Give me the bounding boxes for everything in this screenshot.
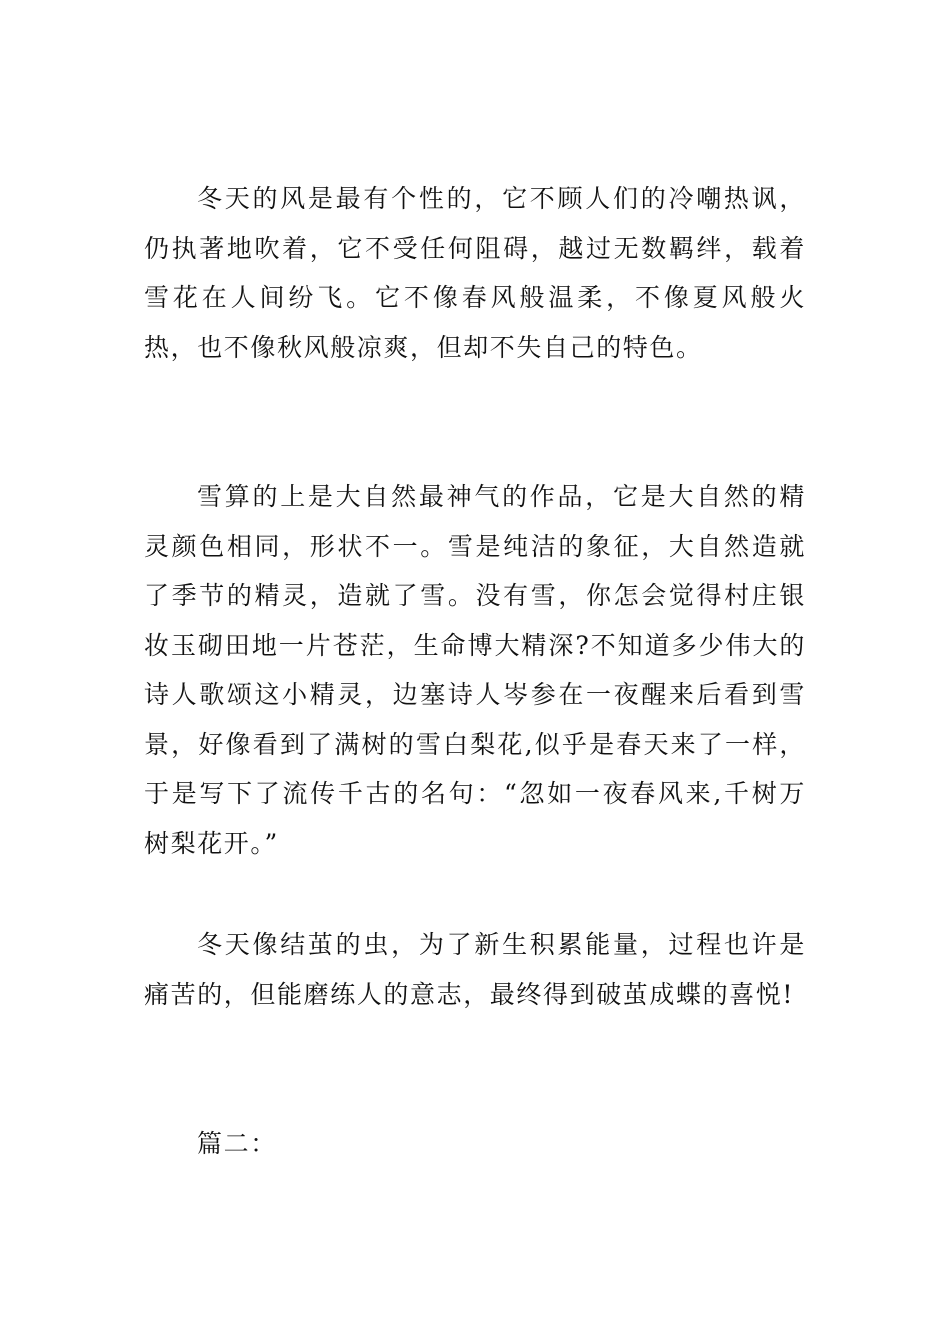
paragraph-snow: 雪算的上是大自然最神气的作品，它是大自然的精灵颜色相同，形状不一。雪是纯洁的象征，大自然造就了季节的精灵，造就了雪。没有雪，你怎会觉得村庄银妆玉砌田地一片苍茫，生命博大精深?不知道多少伟大的诗人歌颂这小精灵，边塞诗人岑参在一夜醒来后看到雪景，好像看到了满树的雪白梨花,似乎是春天来了一样，于是写下了流传千古的名句：“忽如一夜春风来,千树万树梨花开。” (144, 482, 806, 858)
paragraph-winter-cocoon: 冬天像结茧的虫，为了新生积累能量，过程也许是痛苦的，但能磨练人的意志，最终得到破茧成蝶的喜悦! (144, 930, 806, 1009)
section-heading-part-two: 篇二： (197, 1129, 277, 1158)
paragraph-winter-wind: 冬天的风是最有个性的，它不顾人们的冷嘲热讽，仍执著地吹着，它不受任何阻碍，越过无数羁绊，载着雪花在人间纷飞。它不像春风般温柔，不像夏风般火热，也不像秋风般凉爽，但却不失自己的特色。 (144, 184, 806, 362)
